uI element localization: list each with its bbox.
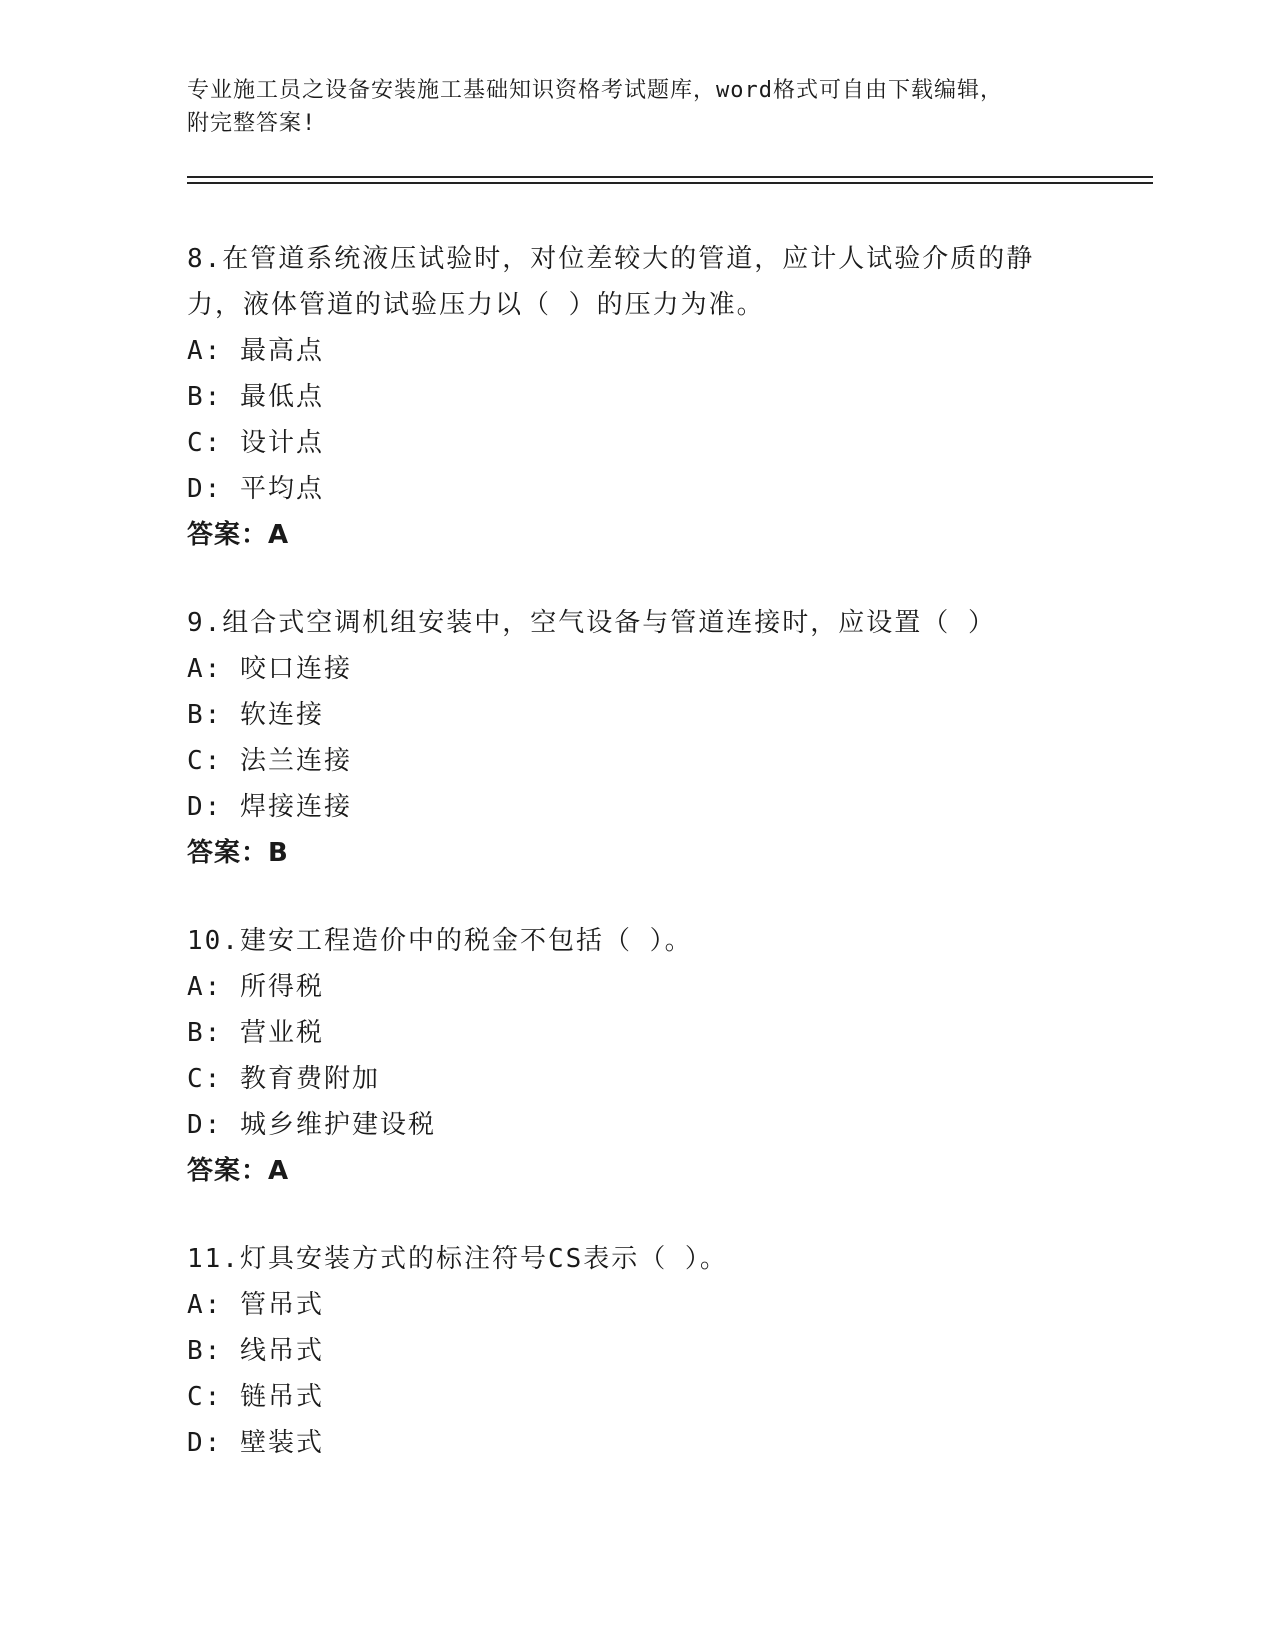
option-d: D: 焊接连接 (187, 792, 352, 822)
option-a: A: 管吊式 (187, 1290, 324, 1320)
header-line-1: 专业施工员之设备安装施工基础知识资格考试题库，word格式可自由下载编辑， (187, 78, 1003, 103)
question-11 (187, 1236, 1087, 1466)
option-c: C: 法兰连接 (187, 746, 352, 776)
header-divider-top (187, 176, 1153, 178)
option-a: A: 最高点 (187, 336, 324, 366)
option-a: A: 所得税 (187, 972, 324, 1002)
question-9 (187, 600, 1087, 876)
option-d: D: 壁装式 (187, 1428, 324, 1458)
option-c: C: 教育费附加 (187, 1064, 380, 1094)
question-stem: 9.组合式空调机组安装中，空气设备与管道连接时，应设置（ ） (187, 608, 996, 638)
question-stem: 10.建安工程造价中的税金不包括（ ）。 (187, 926, 693, 956)
answer-label: 答案：A (187, 520, 290, 550)
header-line-2: 附完整答案! (187, 111, 317, 136)
option-a: A: 咬口连接 (187, 654, 352, 684)
question-8 (187, 236, 1087, 558)
question-stem: 11.灯具安装方式的标注符号CS表示（ ）。 (187, 1244, 728, 1274)
option-c: C: 链吊式 (187, 1382, 324, 1412)
option-d: D: 平均点 (187, 474, 324, 504)
answer-label: 答案：B (187, 838, 289, 868)
option-b: B: 线吊式 (187, 1336, 324, 1366)
answer-label: 答案：A (187, 1156, 290, 1186)
header-divider-bottom (187, 182, 1153, 184)
option-c: C: 设计点 (187, 428, 324, 458)
option-b: B: 软连接 (187, 700, 324, 730)
question-stem: 8.在管道系统液压试验时，对位差较大的管道，应计人试验介质的静力，液体管道的试验压力以（ ）的压力为准。 (187, 244, 1035, 320)
option-b: B: 营业税 (187, 1018, 324, 1048)
question-10 (187, 918, 1087, 1194)
option-d: D: 城乡维护建设税 (187, 1110, 436, 1140)
document-header (187, 74, 1087, 140)
option-b: B: 最低点 (187, 382, 324, 412)
question-list (187, 236, 1087, 1508)
